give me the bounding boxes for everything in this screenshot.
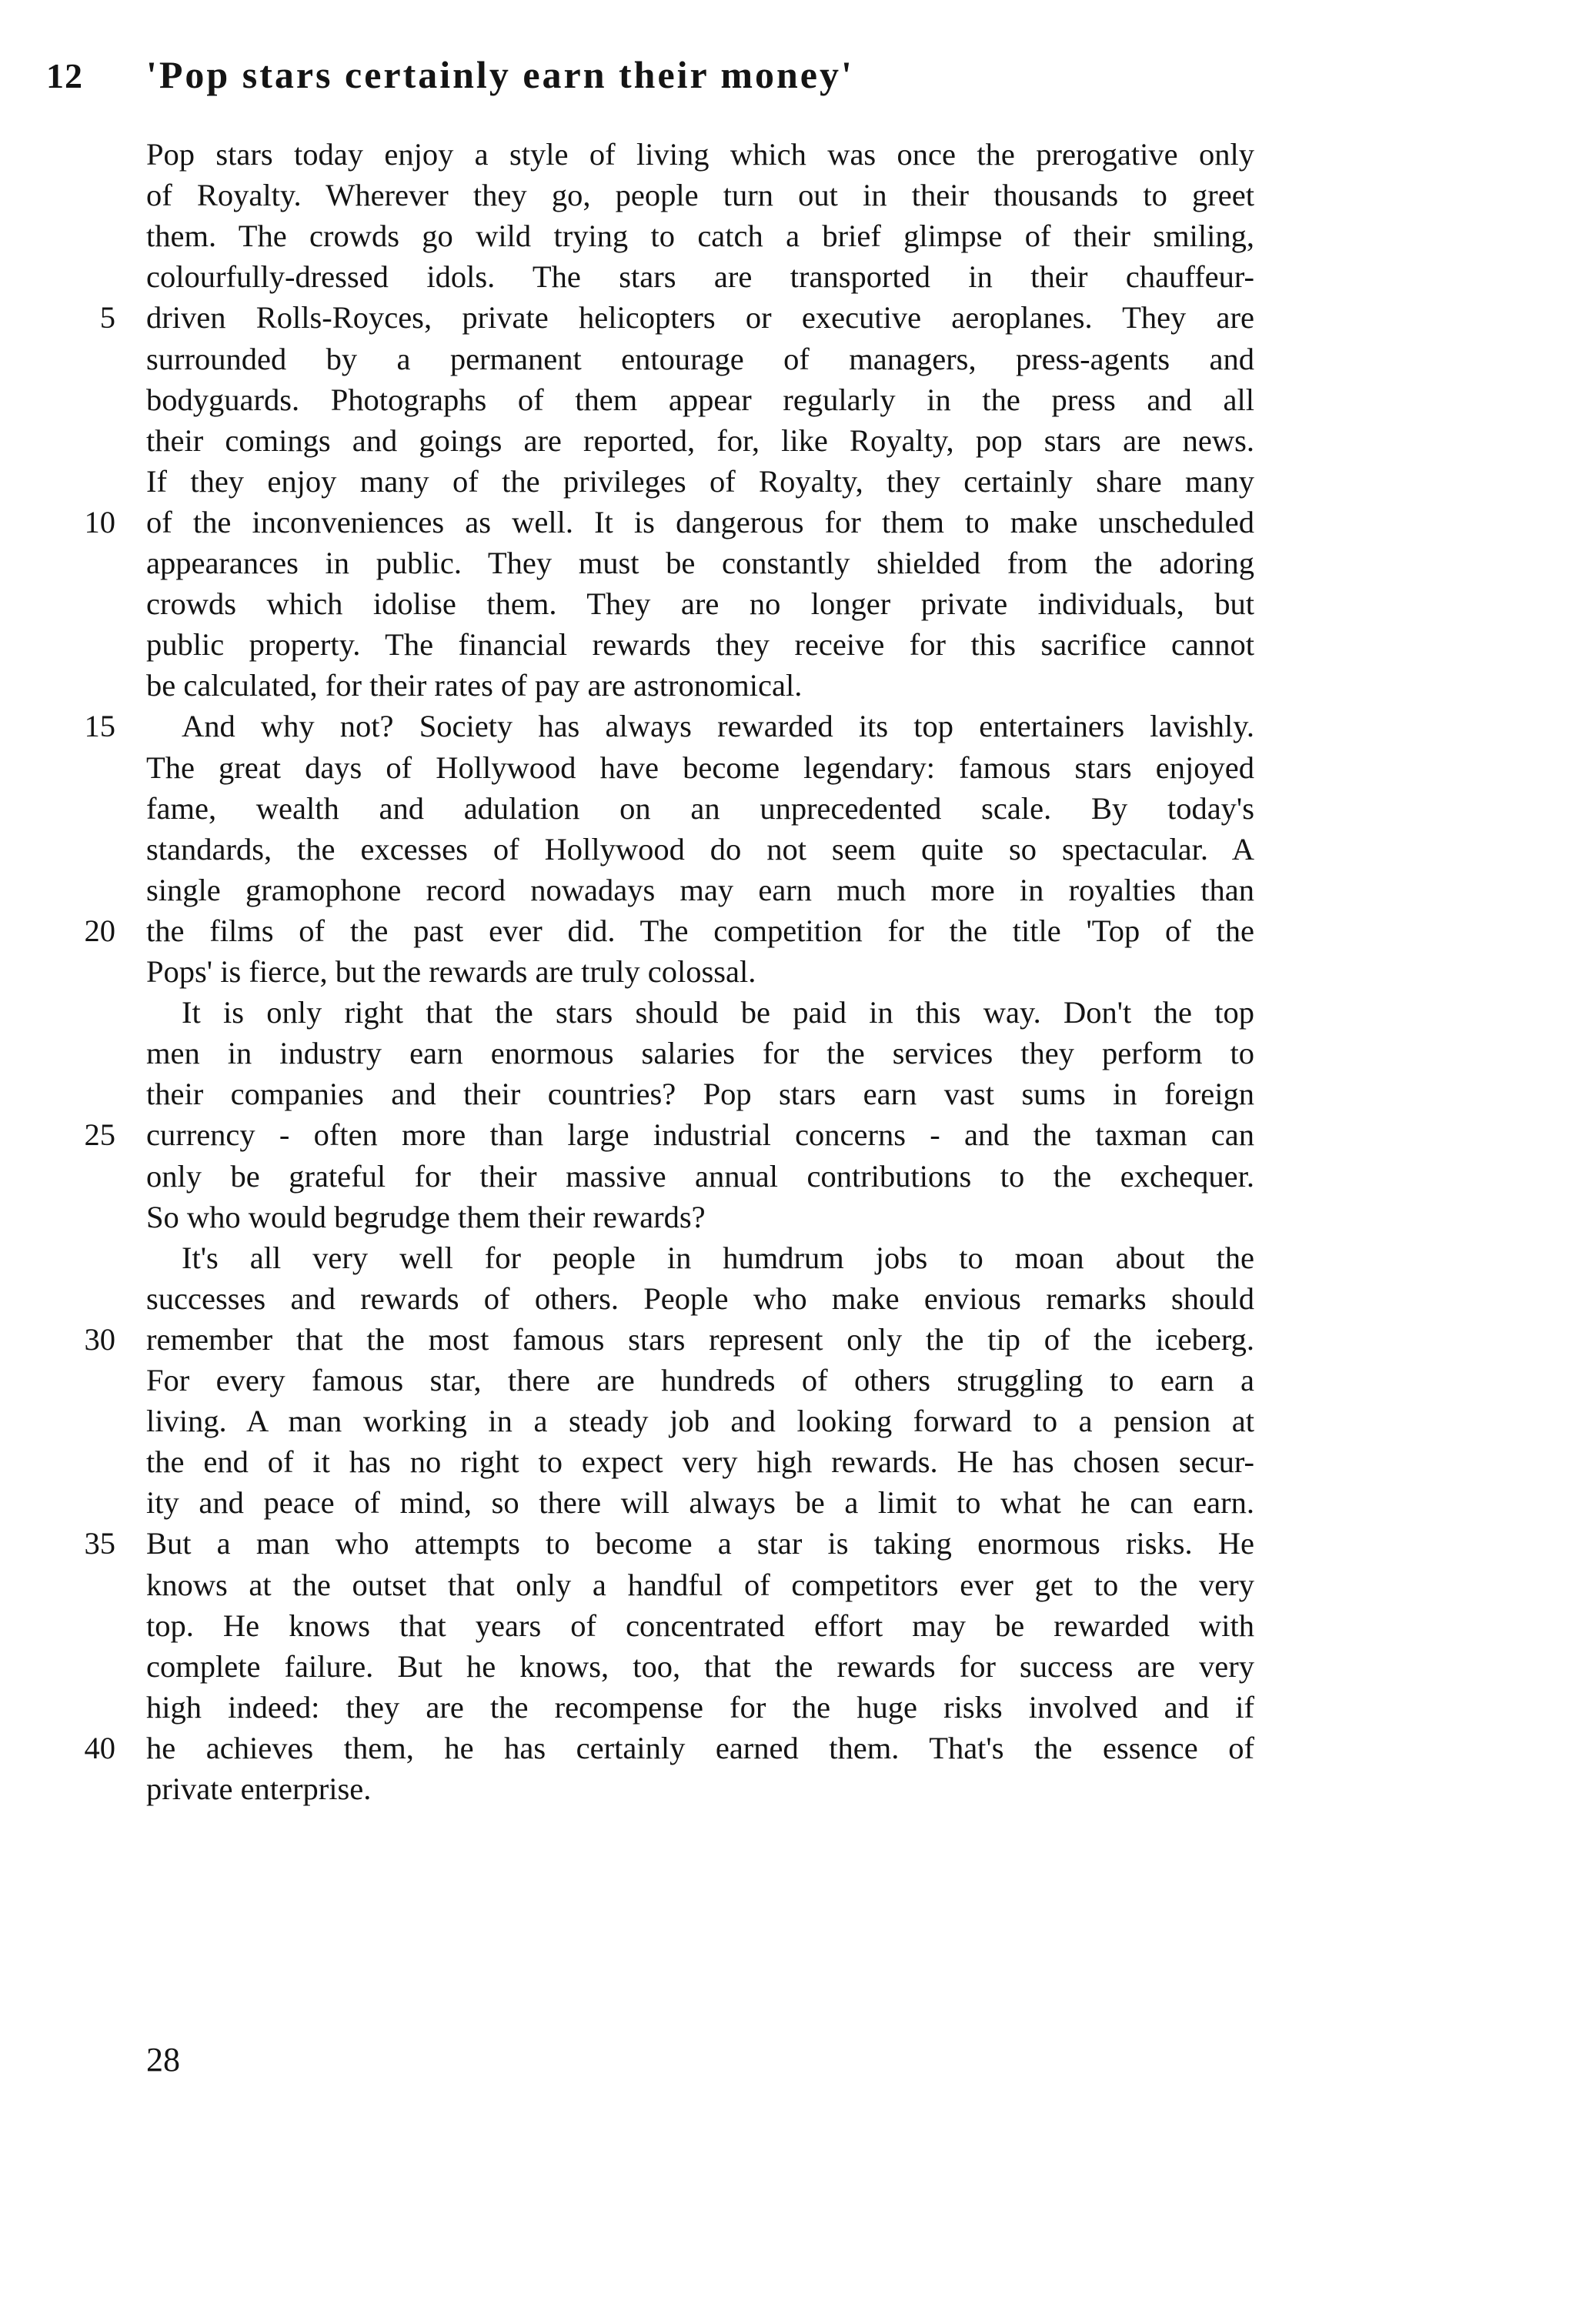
- text-line: fame, wealth and adulation on an unprecedented scale. By today's: [146, 790, 1254, 826]
- text-line: of Royalty. Wherever they go, people turn out in their thousands to greet: [146, 178, 1254, 213]
- text-line: surrounded by a permanent entourage of managers, press-agents and: [146, 341, 1254, 376]
- text-line: the end of it has no right to expect very high rewards. He has chosen secur-: [146, 1444, 1254, 1480]
- text-line: knows at the outset that only a handful of competitors ever get to the very: [146, 1567, 1254, 1602]
- text-line: currency - often more than large industrial concerns - and the taxman can: [146, 1117, 1254, 1153]
- chapter-number: 12: [46, 56, 83, 95]
- text-line: driven Rolls-Royces, private helicopters or executive aeroplanes. They are: [146, 300, 1254, 336]
- text-line: For every famous star, there are hundreds of others struggling to earn a: [146, 1363, 1254, 1397]
- text-line: colourfully-dressed idols. The stars are transported in their chauffeur-: [146, 259, 1254, 295]
- line-number: 30: [84, 1321, 115, 1357]
- line-number: 15: [84, 709, 115, 744]
- text-line: be calculated, for their rates of pay are astronomical.: [146, 668, 803, 703]
- text-line: of the inconveniences as well. It is dangerous for them to make unscheduled: [146, 504, 1254, 539]
- text-line: bodyguards. Photographs of them appear regularly in the press and all: [146, 382, 1254, 417]
- chapter-heading: [46, 52, 854, 97]
- line-number: 35: [84, 1526, 115, 1561]
- text-line: top. He knows that years of concentrated effort may be rewarded with: [146, 1608, 1254, 1643]
- page-title: 'Pop stars certainly earn their money': [146, 53, 854, 96]
- text-line: Pops' is fierce, but the rewards are truly colossal.: [146, 954, 756, 989]
- text-line: successes and rewards of others. People who make envious remarks should: [146, 1281, 1254, 1316]
- line-number: 5: [99, 300, 115, 336]
- text-line: men in industry earn enormous salaries for the services they perform to: [146, 1036, 1254, 1071]
- page-number: 28: [146, 2041, 180, 2079]
- text-line: It's all very well for people in humdrum jobs to moan about the: [182, 1240, 1254, 1275]
- text-line: standards, the excesses of Hollywood do not seem quite so spectacular. A: [146, 831, 1254, 866]
- line-number: 25: [84, 1117, 115, 1153]
- text-line: public property. The financial rewards they receive for this sacrifice cannot: [146, 627, 1254, 663]
- text-line: private enterprise.: [146, 1771, 372, 1806]
- text-line: he achieves them, he has certainly earned them. That's the essence of: [146, 1730, 1254, 1765]
- text-line: remember that the most famous stars represent only the tip of the iceberg.: [146, 1321, 1254, 1357]
- text-line: If they enjoy many of the privileges of Royalty, they certainly share many: [146, 463, 1254, 499]
- line-number: 10: [84, 504, 115, 539]
- text-line: But a man who attempts to become a star is taking enormous risks. He: [146, 1526, 1254, 1561]
- text-line: their comings and goings are reported, for, like Royalty, pop stars are news.: [146, 422, 1254, 458]
- text-line: high indeed: they are the recompense for the huge risks involved and if: [146, 1689, 1254, 1725]
- line-number: 40: [84, 1730, 115, 1765]
- text-line: appearances in public. They must be constantly shielded from the adoring: [146, 546, 1254, 580]
- text-line: And why not? Society has always rewarded its top entertainers lavishly.: [182, 709, 1254, 744]
- text-line: Pop stars today enjoy a style of living which was once the prerogative only: [146, 137, 1254, 172]
- text-line: So who would begrudge them their rewards?: [146, 1199, 706, 1234]
- text-line: The great days of Hollywood have become legendary: famous stars enjoyed: [146, 750, 1254, 785]
- line-number: 20: [84, 913, 115, 948]
- text-line: complete failure. But he knows, too, that the rewards for success are very: [146, 1648, 1254, 1684]
- text-line: the films of the past ever did. The competition for the title 'Top of the: [146, 913, 1254, 948]
- text-line: living. A man working in a steady job and looking forward to a pension at: [146, 1404, 1254, 1439]
- text-line: It is only right that the stars should be paid in this way. Don't the top: [182, 995, 1254, 1030]
- text-line: only be grateful for their massive annual contributions to the exchequer.: [146, 1158, 1254, 1194]
- text-line: ity and peace of mind, so there will always be a limit to what he can earn.: [146, 1485, 1254, 1521]
- text-line: their companies and their countries? Pop stars earn vast sums in foreign: [146, 1077, 1254, 1112]
- text-line: single gramophone record nowadays may earn much more in royalties than: [146, 872, 1254, 907]
- text-line: them. The crowds go wild trying to catch a brief glimpse of their smiling,: [146, 219, 1254, 254]
- text-line: crowds which idolise them. They are no longer private individuals, but: [146, 586, 1254, 622]
